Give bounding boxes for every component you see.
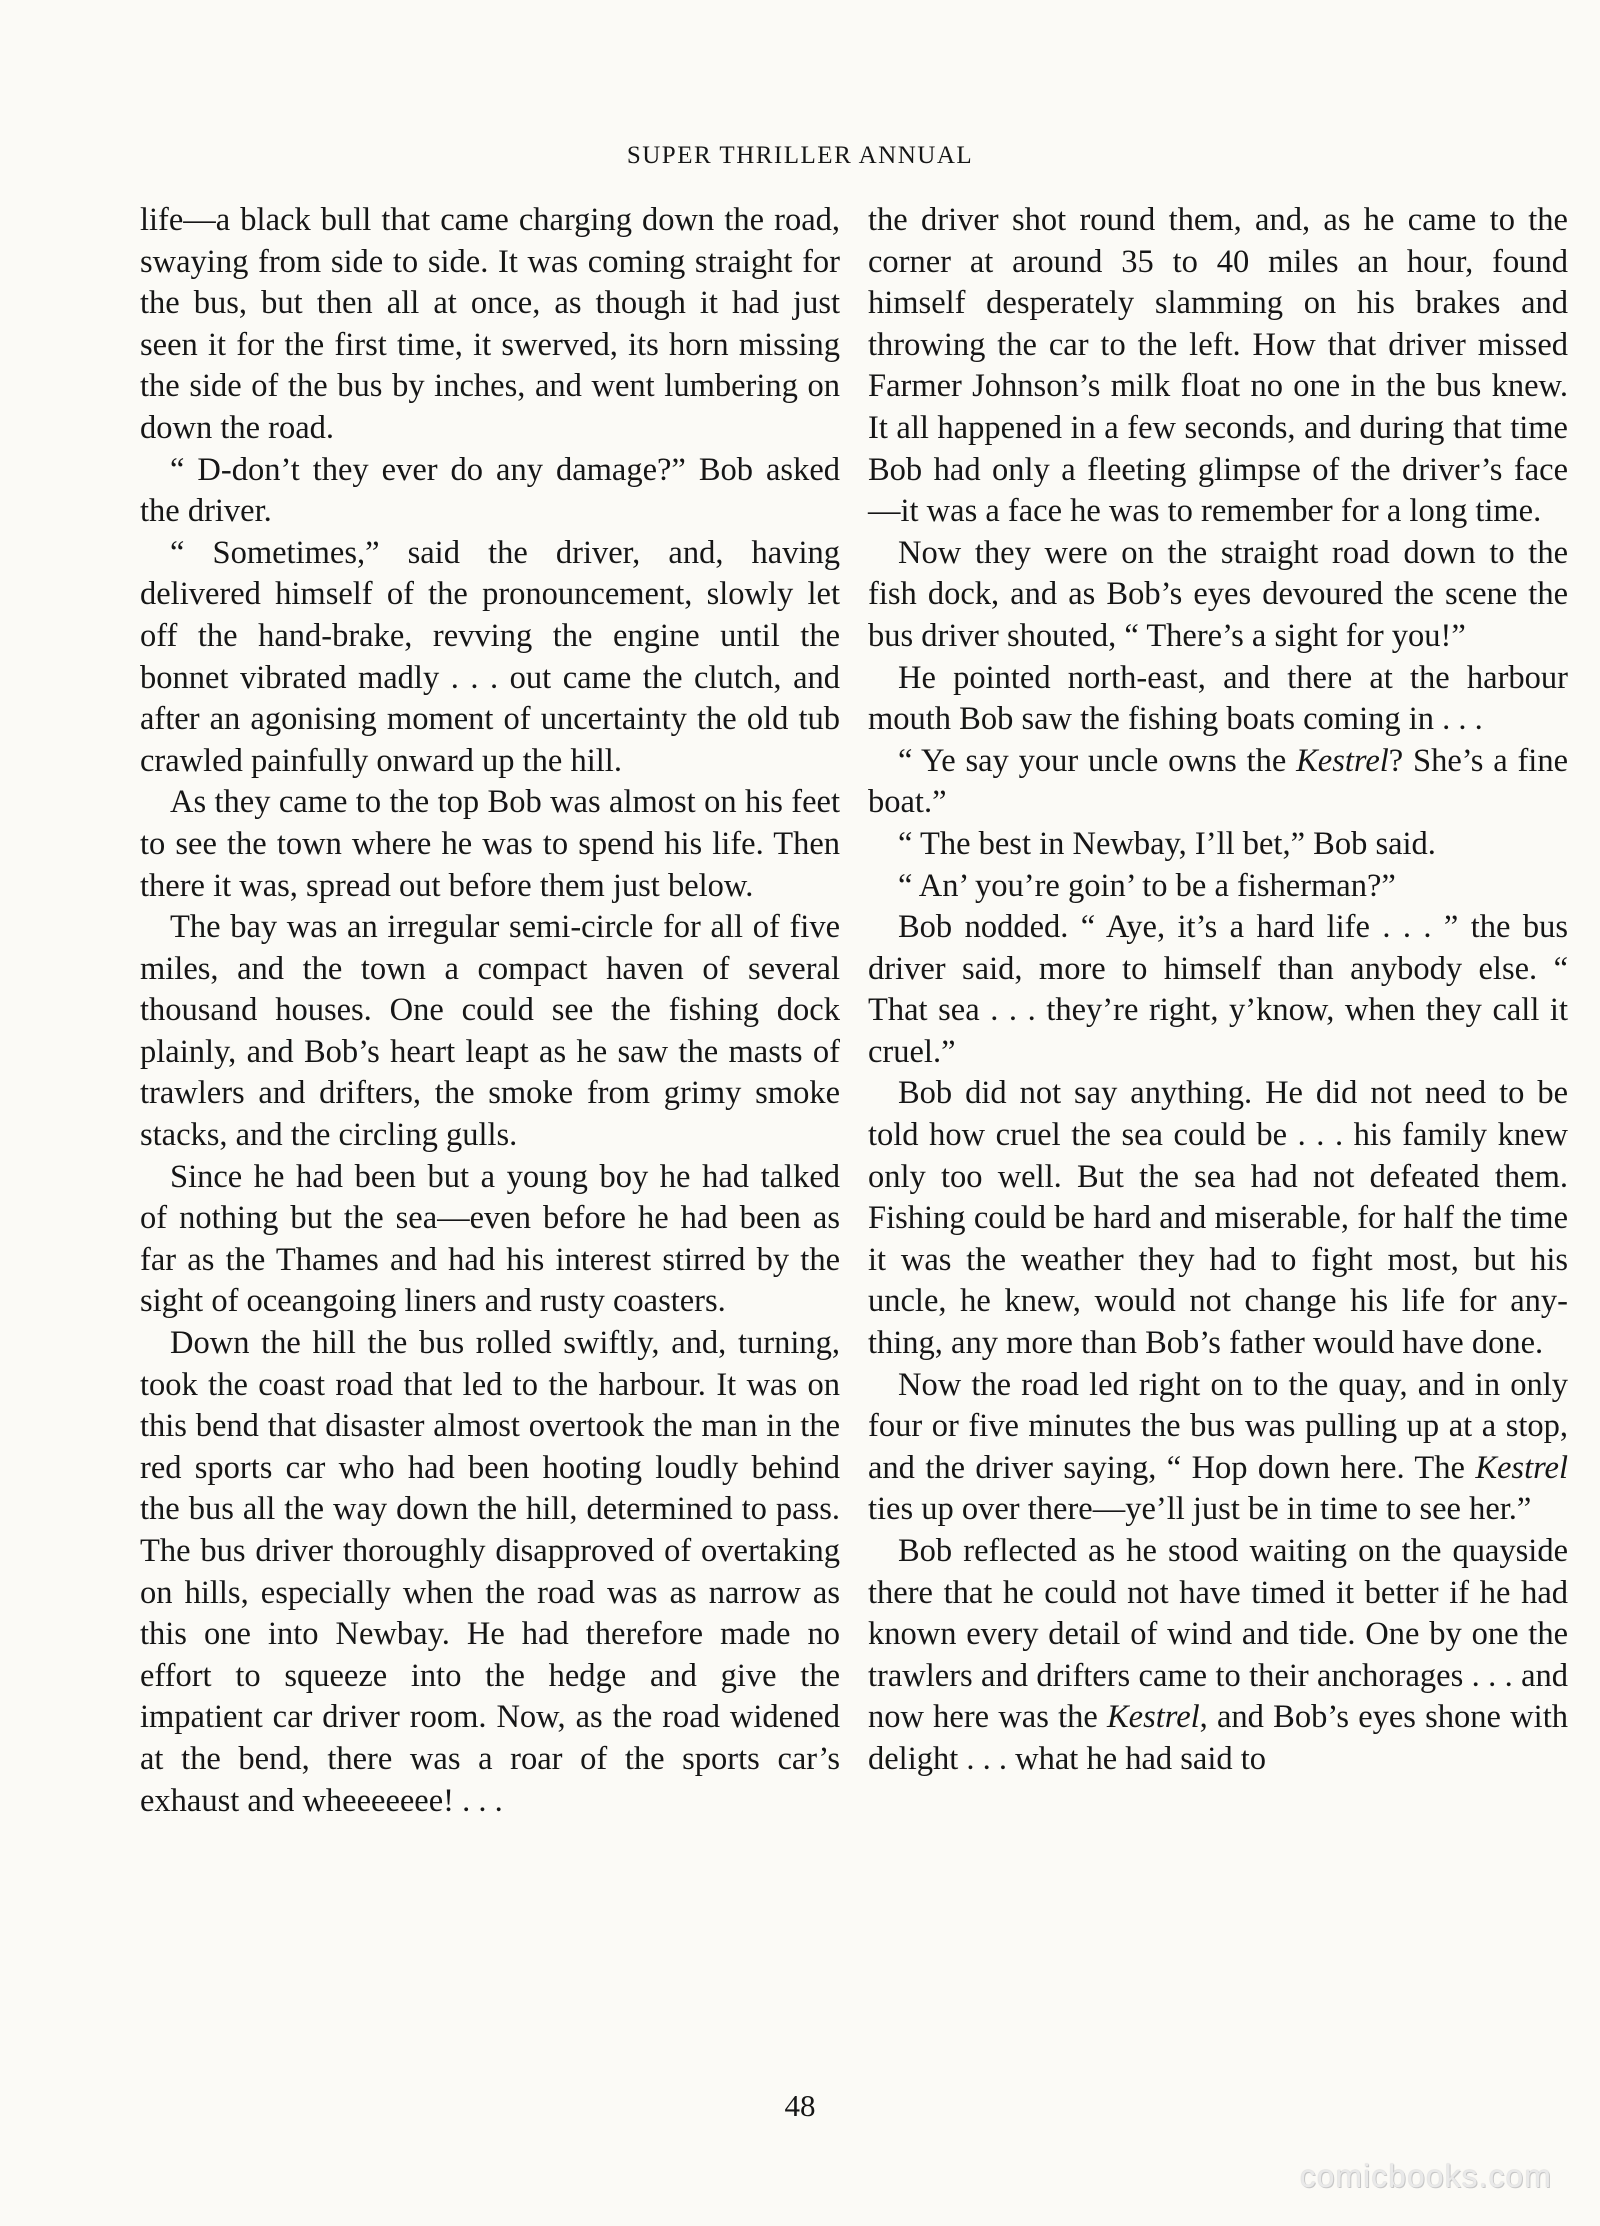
paragraph: The bay was an irregular semi-circle for all of five miles, and the town a compact haven of several thousand houses. One could see the fishing dock plainly, and Bob’s heart leapt as he saw the masts of trawlers and drifters, the smoke from grimy smoke stacks, and the circling gulls. <box>140 909 840 1154</box>
paragraph: Bob did not say anything. He did not need to be told how cruel the sea could be . . . his family knew only too well. But the sea had not defeated them. Fishing could be hard and miserable, for half the time it was the weather they had to fight most, but his uncle, he knew, would not change his life for anything, any more than Bob’s father would have done. <box>868 1075 1568 1362</box>
paragraph: “ The best in Newbay, I’ll bet,” Bob said. <box>898 825 1436 862</box>
paragraph: “ Ye say your uncle owns the Kestrel? She’s a fine boat.” <box>868 742 1568 821</box>
running-head: SUPER THRILLER ANNUAL <box>626 142 974 169</box>
paragraph: Bob nodded. “ Aye, it’s a hard life . . . ” the bus driver said, more to himself than anybody else. “ That sea . . . they’re right, y’know, when they call it cruel.” <box>868 909 1568 1070</box>
paragraph: Since he had been but a young boy he had talked of nothing but the sea—even before he had been as far as the Thames and had his interest stirred by the sight of oceangoing liners and rusty coasters. <box>140 1158 840 1320</box>
left-column <box>140 200 840 1822</box>
paragraph: “ D-don’t they ever do any damage?” Bob asked the driver. <box>140 451 840 530</box>
paragraph: “ An’ you’re goin’ to be a fisherman?” <box>898 867 1396 904</box>
page-number: 48 <box>784 2088 816 2123</box>
paragraph: Bob reflected as he stood waiting on the quayside there that he could not have timed it better if he had known every detail of wind and tide. One by one the trawlers and drifters came to their anchorages . . . and now here was the Kestrel, and Bob’s eyes shone with delight . . . what he had said to <box>868 1533 1568 1777</box>
paragraph: the driver shot round them, and, as he came to the corner at around 35 to 40 miles an hour, found himself desperately slamming on his brakes and throwing the car to the left. How that driver missed Farmer Johnson’s milk float no one in the bus knew. It all happened in a few seconds, and during that time Bob had only a fleeting glimpse of the driver’s face—it was a face he was to remember for a long time. <box>868 202 1568 530</box>
paragraph: “ Sometimes,” said the driver, and, having delivered himself of the pronouncement, slowly let off the hand-brake, revving the engine until the bonnet vibrated madly . . . out came the clutch, and after an agonising moment of uncertainty the old tub crawled painfully onward up the hill. <box>140 534 840 779</box>
paragraph: Down the hill the bus rolled swiftly, and, turning, took the coast road that led to the harbour. It was on this bend that disaster almost overtook the man in the red sports car who had been hooting loudly behind the bus all the way down the hill, determined to pass. The bus driver thoroughly disapproved of overtaking on hills, especially when the road was as narrow as this one into Newbay. He had therefore made no effort to squeeze into the hedge and give the impatient car driver room. Now, as the road widened at the bend, there was a roar of the sports car’s exhaust and wheeeeeee! . . . <box>140 1325 840 1819</box>
paragraph: Now the road led right on to the quay, and in only four or five minutes the bus was pulling up at a stop, and the driver saying, “ Hop down here. The Kestrel ties up over there—ye’ll just be in time to see her.” <box>868 1366 1568 1528</box>
paragraph: life—a black bull that came charging down the road, swaying from side to side. It was coming straight for the bus, but then all at once, as though it had just seen it for the first time, it swerved, its horn missing the side of the bus by inches, and went lumbering on down the road. <box>140 202 840 446</box>
watermark: comicbooks.com <box>1299 2158 1552 2194</box>
right-column <box>868 200 1568 1781</box>
paragraph: As they came to the top Bob was almost on his feet to see the town where he was to spend his life. Then there it was, spread out before them just below. <box>140 784 840 904</box>
paragraph: Now they were on the straight road down to the fish dock, and as Bob’s eyes devoured the scene the bus driver shouted, “ There’s a sight for you!” <box>868 534 1568 654</box>
paragraph: He pointed north-east, and there at the harbour mouth Bob saw the fishing boats coming in . . . <box>868 659 1568 738</box>
